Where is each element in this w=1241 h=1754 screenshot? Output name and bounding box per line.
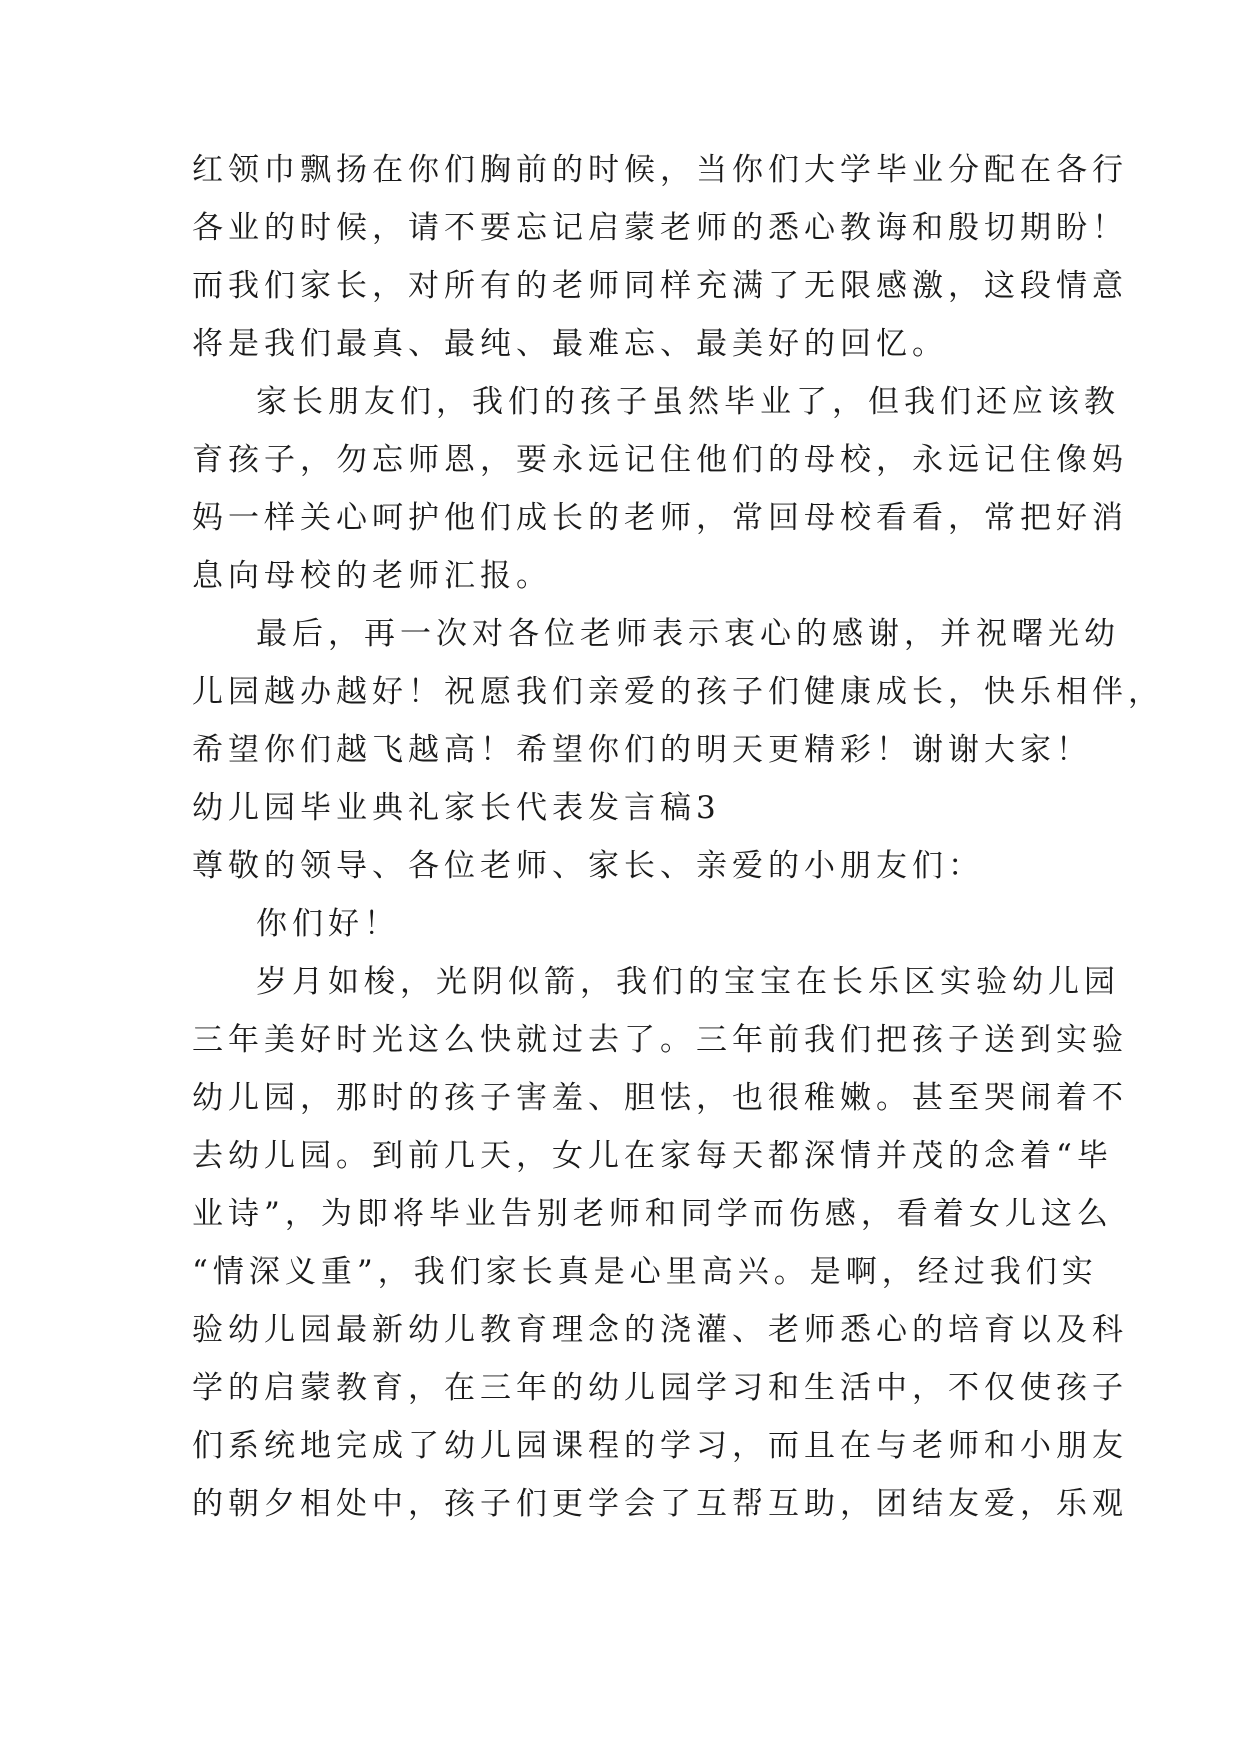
text-line: 去幼儿园。到前几天，女儿在家每天都深情并茂的念着“毕: [192, 1138, 1113, 1174]
text-line: 妈一样关心呵护他们成长的老师，常回母校看看，常把好消: [192, 500, 1128, 536]
text-line: 幼儿园，那时的孩子害羞、胆怯，也很稚嫩。甚至哭闹着不: [192, 1080, 1128, 1116]
text-line: 们系统地完成了幼儿园课程的学习，而且在与老师和小朋友: [192, 1428, 1128, 1464]
text-line: 儿园越办越好！祝愿我们亲爱的孩子们健康成长，快乐相伴，: [192, 674, 1164, 710]
text-line: 的朝夕相处中，孩子们更学会了互帮互助，团结友爱，乐观: [192, 1486, 1128, 1522]
paragraph-first-line: 家长朋友们，我们的孩子虽然毕业了，但我们还应该教: [256, 384, 1120, 420]
text-line: 业诗”，为即将毕业告别老师和同学而伤感，看着女儿这么: [192, 1196, 1113, 1232]
section-title: 幼儿园毕业典礼家长代表发言稿3: [192, 790, 721, 826]
text-line: 而我们家长，对所有的老师同样充满了无限感激，这段情意: [192, 268, 1128, 304]
text-line: 育孩子，勿忘师恩，要永远记住他们的母校，永远记住像妈: [192, 442, 1128, 478]
text-line: 将是我们最真、最纯、最难忘、最美好的回忆。: [192, 326, 948, 362]
text-line: 息向母校的老师汇报。: [192, 558, 552, 594]
text-line: 各业的时候，请不要忘记启蒙老师的悉心教诲和殷切期盼！: [192, 210, 1128, 246]
paragraph-first-line: 最后，再一次对各位老师表示衷心的感谢，并祝曙光幼: [256, 616, 1120, 652]
text-line: “情深义重”，我们家长真是心里高兴。是啊，经过我们实: [192, 1254, 1098, 1290]
greeting: 你们好！: [256, 906, 400, 942]
text-line: 三年美好时光这么快就过去了。三年前我们把孩子送到实验: [192, 1022, 1128, 1058]
paragraph-first-line: 岁月如梭，光阴似箭，我们的宝宝在长乐区实验幼儿园: [256, 964, 1120, 1000]
salutation: 尊敬的领导、各位老师、家长、亲爱的小朋友们：: [192, 848, 984, 884]
text-line: 希望你们越飞越高！希望你们的明天更精彩！谢谢大家！: [192, 732, 1092, 768]
text-line: 验幼儿园最新幼儿教育理念的浇灌、老师悉心的培育以及科: [192, 1312, 1128, 1348]
text-line: 红领巾飘扬在你们胸前的时候，当你们大学毕业分配在各行: [192, 152, 1128, 188]
text-line: 学的启蒙教育，在三年的幼儿园学习和生活中，不仅使孩子: [192, 1370, 1128, 1406]
